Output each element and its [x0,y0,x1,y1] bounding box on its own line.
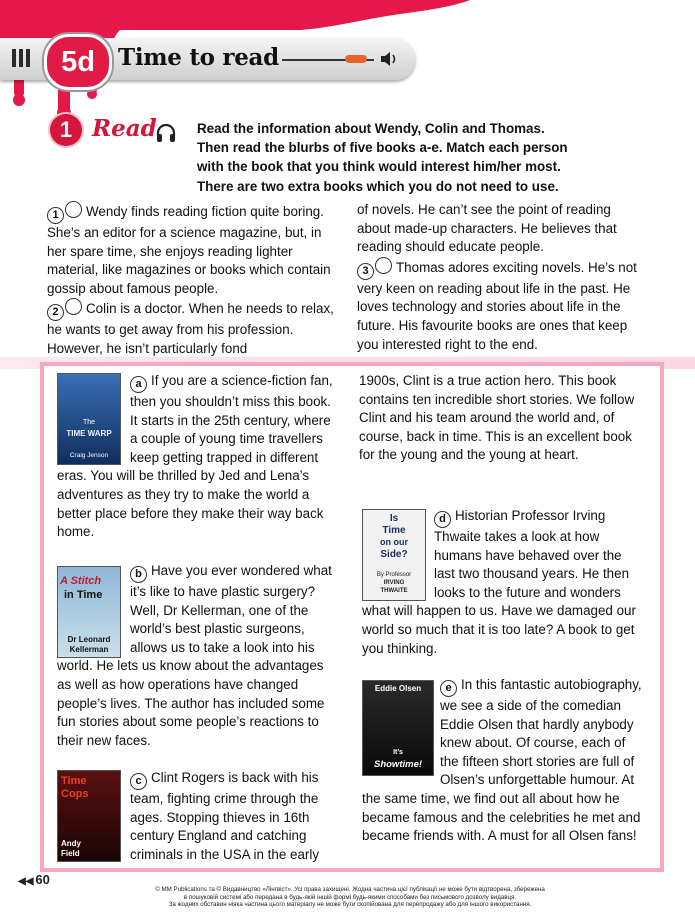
cover-title: Showtime! [373,759,423,770]
answer-circle[interactable] [65,201,82,218]
cover-author: Andy [61,839,81,848]
people-column-left [47,201,337,359]
person-number: 3 [357,263,374,280]
book-blurb-d [362,507,646,658]
bars-icon [12,49,32,69]
people-column-right [357,201,647,354]
copyright-line: За жодних обставин ніяка частина цього матеріалу не може бути скопійована для перепродажу або для іншого використання. [168,901,532,909]
person-number: 1 [47,207,64,224]
cover-title: Side? [380,549,408,560]
instruction-line: There are two extra books which you do not need to use. [197,178,559,194]
answer-circle[interactable] [65,298,82,315]
book-letter: a [130,376,147,393]
cover-author: Kellerman [69,645,109,654]
person-1 [47,201,337,298]
cover-title: in Time [64,589,103,601]
book-text: Historian Professor Irving Thwaite takes a look at how humans have behaved over the last two thousand years. He then looks to the future and wonders what will happen to us. Have we damaged our world so much that it is too late? A book to get you thinking. [362,508,636,656]
copyright-notice [70,886,630,909]
cover-title: Is [389,513,399,524]
cover-title: Time [382,525,406,536]
headphones-icon [155,122,177,144]
footer-page-number [18,872,50,887]
cover-title: It’s [393,749,403,756]
task-instructions [197,119,587,196]
person-text: Wendy finds reading fiction quite boring. She’s an editor for a science magazine, but, in her spare time, she enjoys reading lighter material, like magazines or books which contain gossip about famous people. [47,204,331,296]
book-blurb-e [362,676,646,846]
cover-author: Dr Leonard [67,635,111,644]
book-blurb-c-continued: 1900s, Clint is a true action hero. This book contains ten incredible short stories. We follow Clint and his team around the world and, of course, back in time. This is an excellent book for the young and the young at heart. [359,373,635,463]
copyright-line: © MM Publications та © Видавництво «Лінгвіст». Усі права захищені. Жодна частина цієї публікації не може бути відтворена, збережена [155,886,545,893]
book-letter: e [440,680,457,697]
cover-title: Time [61,775,87,787]
book-blurb-a [57,372,341,542]
cover-author: THWAITE [380,588,408,594]
cover-title: on our [380,537,408,547]
person-text: Thomas adores exciting novels. He’s not very keen on reading about life in the past. He loves technology and stories about life in the future. His favourite books are ones that keep you interested right to the end. [357,259,637,352]
book-text: If you are a science-fiction fan, then you shouldn’t miss this book. It starts in the 25th century, where a couple of young time travellers keep getting trapped in different eras. You will be thrilled by Jed and Lena’s adventures as they try to make the world a better place before they make their way back home. [57,373,333,540]
instruction-line: Then read the blurbs of five books a-e. Match each person [197,140,568,156]
person-number: 2 [47,304,64,321]
speaker-icon [380,50,400,68]
instruction-line: with the book that you think would interest him/her most. [197,159,561,175]
answer-circle[interactable] [375,257,392,274]
cover-title: A Stitch [60,575,102,587]
cover-author: IRVING [383,580,405,586]
unit-number-badge: 5d [44,34,112,90]
task-label: Read [92,115,157,142]
cover-title: TIME WARP [66,429,112,438]
book-text: In this fantastic autobiography, we see a side of the comedian Eddie Olsen that hardly anybody knew about. Of course, each of the fifteen short stories are full of Olsen’s unforgettable humour. At the same time, we find out all about how he became famous and the celebrities he met and became friends with. A must for all Olsen fans! [362,677,642,844]
page-number: 60 [35,872,50,887]
book-text-part-1: Clint Rogers is back with his team, fighting crime through the ages. Stopping thieves in 16th century England and catching criminals in the USA in the early [130,770,320,862]
cover-author: Field [61,849,80,858]
cover-title: The [82,419,96,426]
cover-title: Cops [61,788,89,800]
header-slider-knob [345,55,367,63]
book-letter: b [130,566,147,583]
book-blurb-b [57,562,341,750]
person-3 [357,257,647,354]
book-letter: c [130,773,147,790]
book-text: Have you ever wondered what it’s like to have plastic surgery? Well, Dr Kellerman, one of the world’s best plastic surgeons, allows us to take a look into his world. He lets us know about the advantages as well as how operations have changed people’s lives. The author has included some fun stories about some people’s reactions to their new faces. [57,563,332,748]
book-blurb-c-start [57,769,341,864]
double-arrow-left-icon: ◀◀ [18,876,34,887]
cover-byline: By Professor [376,572,412,578]
cover-name: Eddie Olsen [374,684,422,693]
instruction-line: Read the information about Wendy, Colin and Thomas. [197,121,545,136]
person-2 [47,298,337,358]
person-2-continued: of novels. He can’t see the point of reading about made-up characters. He believes that reading should educate people. [357,202,617,255]
page-title: Time to read [118,44,279,71]
cover-author: Craig Jenson [69,452,109,459]
person-text-part-1: Colin is a doctor. When he needs to relax, he wants to get away from his profession. However, he isn’t particularly fond [47,301,334,356]
copyright-line: в пошуковій системі або передана в будь-якій іншій формі будь-якими способами без письмового дозволу видавця. [183,893,517,901]
book-letter: d [434,511,451,528]
task-number-badge: 1 [50,114,82,146]
